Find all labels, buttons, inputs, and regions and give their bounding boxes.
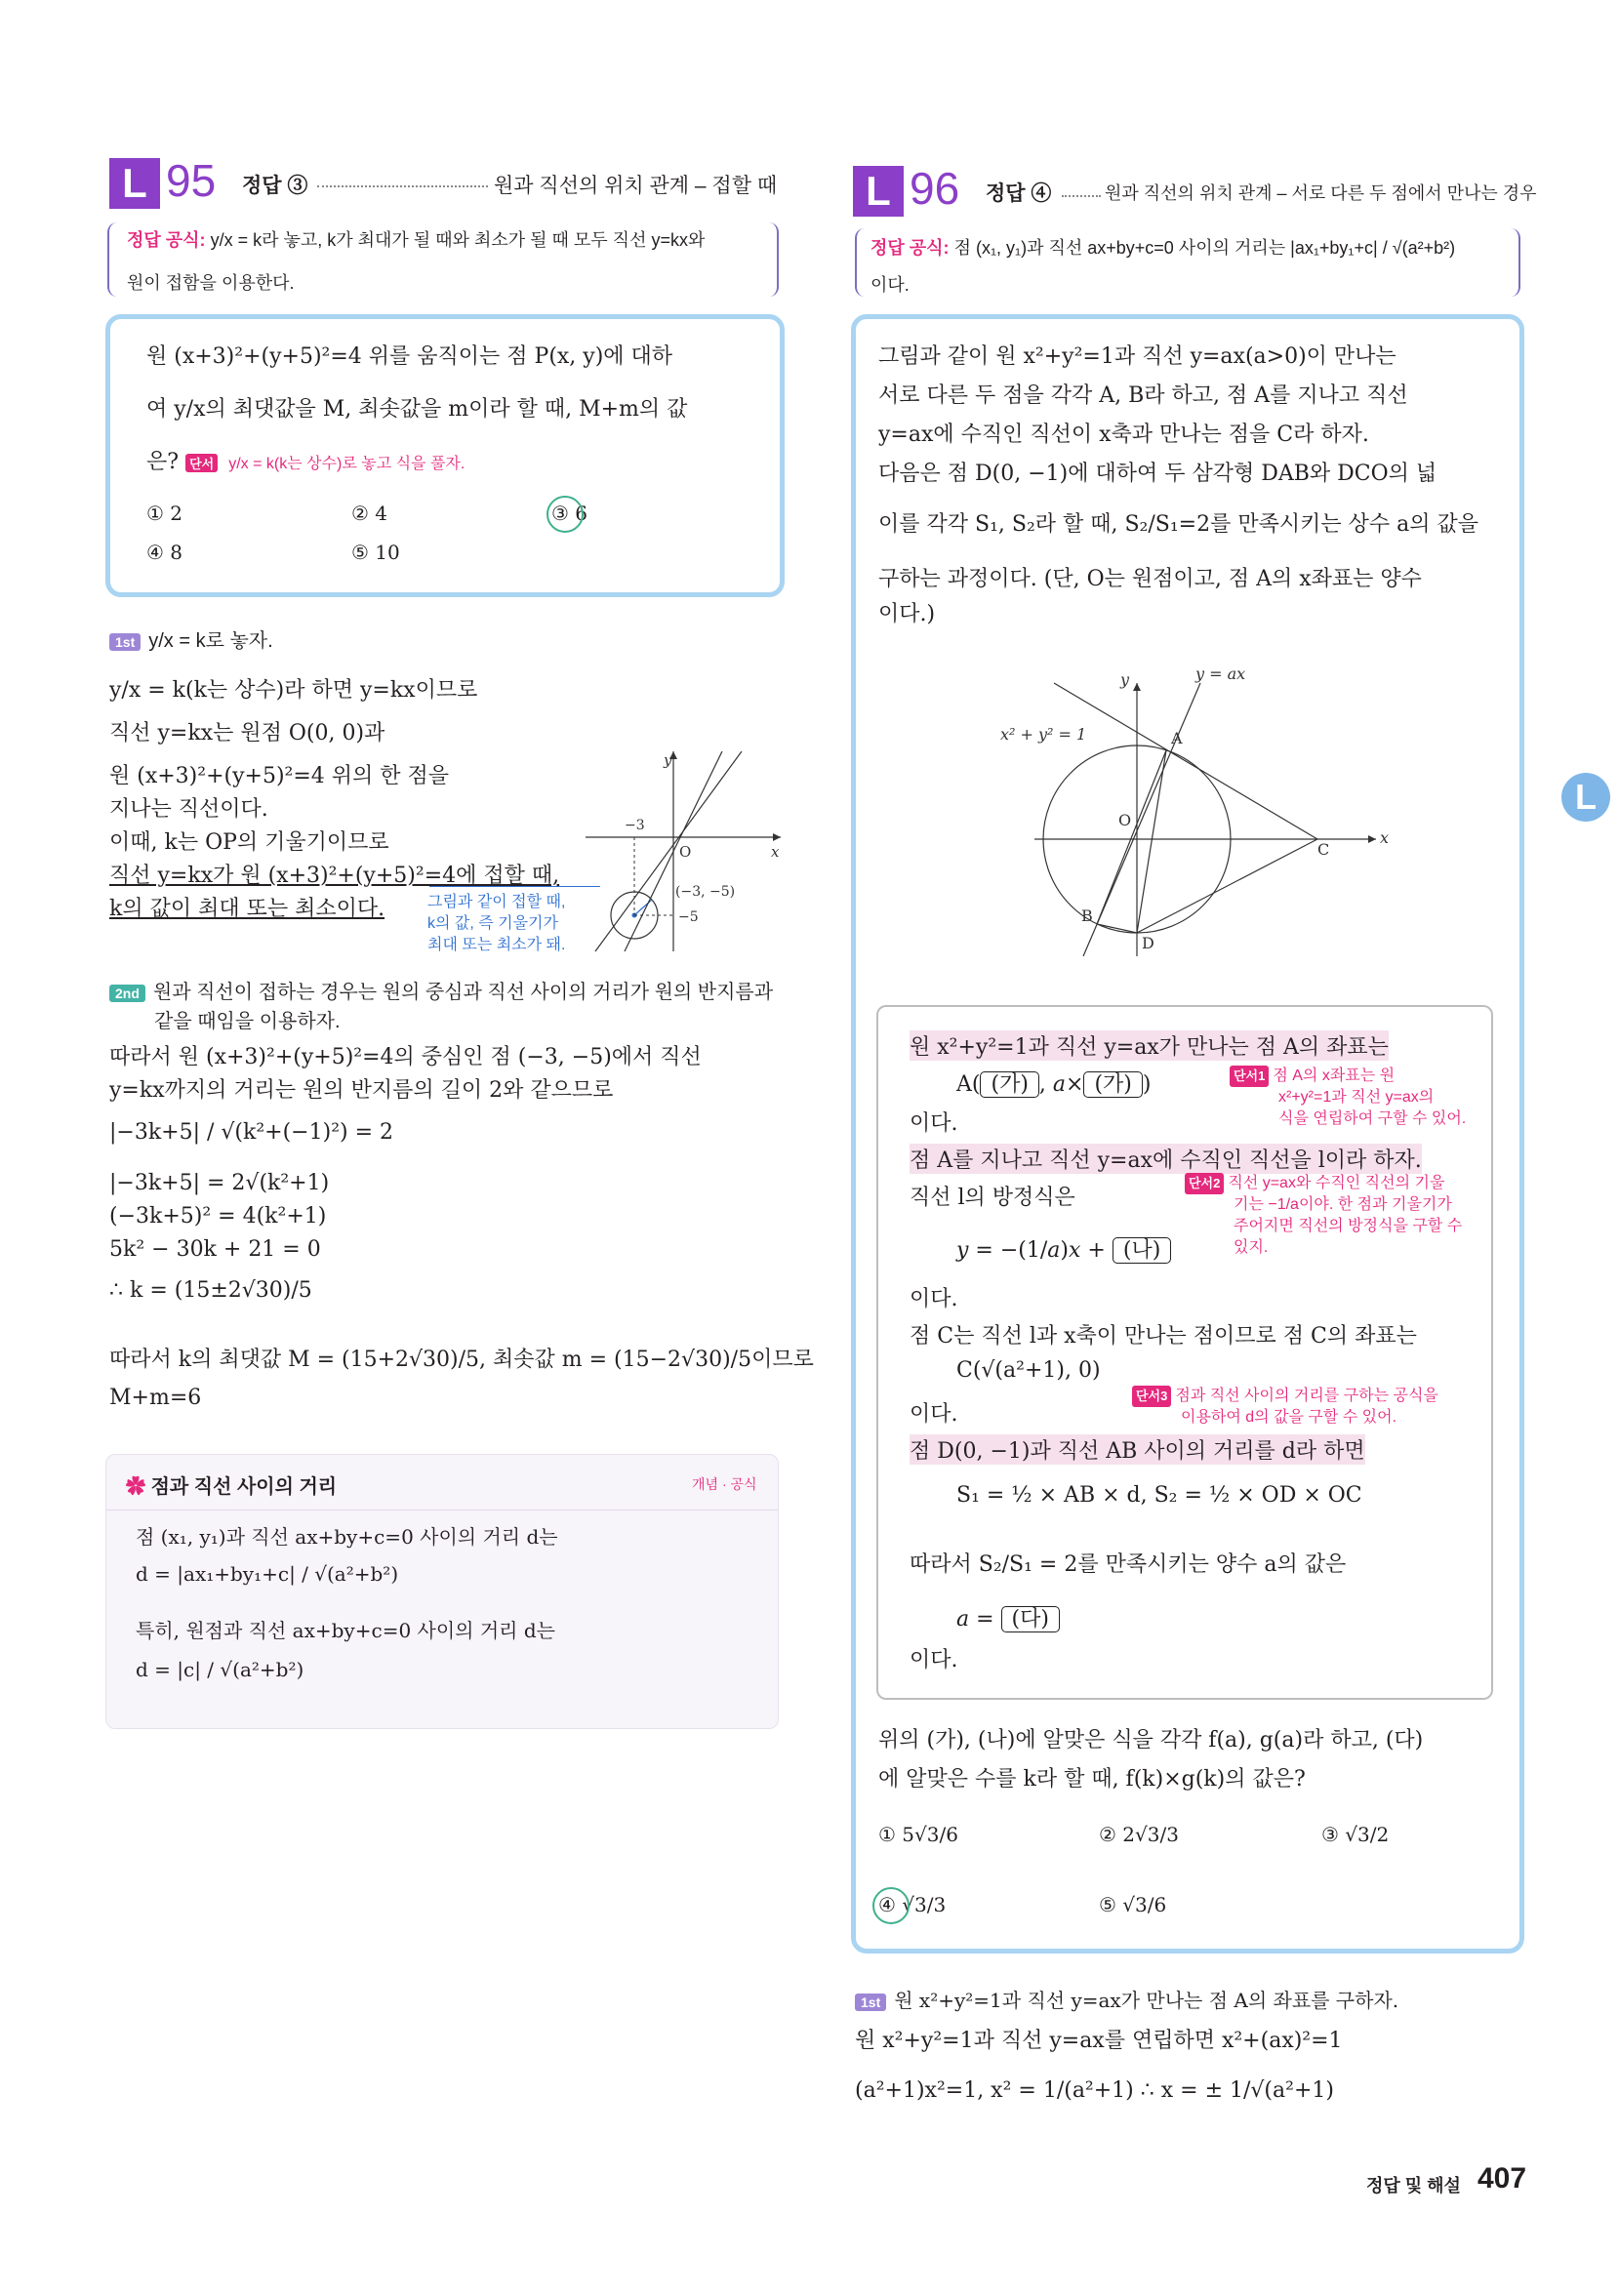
- page-number: 407: [1477, 2162, 1527, 2195]
- section-tab[interactable]: L: [1561, 773, 1610, 822]
- concept-line1: 점 (x₁, y₁)과 직선 ax+by+c=0 사이의 거리 d는: [136, 1525, 558, 1549]
- proc-line: 이다.: [910, 1402, 958, 1427]
- problem-96-number: 96: [910, 163, 960, 214]
- fig96-circle-label: x² + y² = 1: [1000, 725, 1087, 744]
- concept-line2: d = |ax₁+by₁+c| / √(a²+b²): [136, 1562, 399, 1586]
- choice-96-2[interactable]: ② 2√3/3: [1099, 1823, 1179, 1846]
- hint-1: 단서1 점 A의 x좌표는 원 x²+y²=1과 직선 y=ax의 식을 연립하여 구할 수 있어.: [1230, 1066, 1466, 1130]
- hint-3: 단서3 점과 직선 사이의 거리를 구하는 공식을 이용하여 d의 값을 구할 수 있어.: [1132, 1386, 1438, 1429]
- fig96-O: O: [1118, 811, 1132, 829]
- proc-line: A( (가) , a× (가) ): [956, 1072, 1152, 1097]
- proc-line: 이다.: [910, 1287, 958, 1311]
- s2-95-line: ∴ k = (15±2√30)/5: [109, 1278, 312, 1303]
- proc-line: 원 x²+y²=1과 직선 y=ax가 만나는 점 A의 좌표는: [910, 1030, 1389, 1061]
- graph-95-origin: O: [679, 843, 692, 861]
- fig96-B: B: [1081, 906, 1093, 925]
- concept-line3: 특히, 원점과 직선 ax+by+c=0 사이의 거리 d는: [136, 1619, 555, 1642]
- question-96-line1: 위의 (가), (나)에 알맞은 식을 각각 f(a), g(a)라 하고, (다): [878, 1728, 1424, 1752]
- graph-95-point: (−3, −5): [675, 884, 736, 900]
- step2-95-title2: 같을 때임을 이용하자.: [154, 1011, 341, 1032]
- answer-96: 정답 ④: [986, 182, 1052, 205]
- fig96-xlabel: x: [1380, 828, 1390, 847]
- problem-96-line: 구하는 과정이다. (단, O는 원점이고, 점 A의 x좌표는 양수: [878, 567, 1422, 591]
- formula-96-line2: 이다.: [870, 275, 910, 295]
- graph-95-ylabel: y: [664, 751, 672, 769]
- proc-line: 점 C는 직선 l과 x축이 만나는 점이므로 점 C의 좌표는: [910, 1324, 1417, 1349]
- s2-95-line: 따라서 k의 최댓값 M = (15+2√30)/5, 최솟값 m = (15−2√30)/5이므로: [109, 1348, 814, 1372]
- choice-95-3[interactable]: ③ 6: [551, 502, 588, 525]
- problem-95-badge: L: [109, 158, 160, 209]
- choice-96-4[interactable]: ④ √3/3: [878, 1893, 947, 1916]
- proc-line: 점 D(0, −1)과 직선 AB 사이의 거리를 d라 하면: [910, 1434, 1365, 1465]
- s2-95-line: |−3k+5| / √(k²+(−1)²) = 2: [109, 1120, 394, 1145]
- proc-line: S₁ = ½ × AB × d, S₂ = ½ × OD × OC: [956, 1483, 1362, 1508]
- concept-title: ✿ 점과 직선 사이의 거리: [126, 1476, 338, 1498]
- answer-95: 정답 ③: [242, 175, 308, 197]
- graph-note-95: 그림과 같이 접할 때, k의 값, 즉 기울기가 최대 또는 최소가 돼.: [427, 894, 566, 953]
- fig96-ylabel: y: [1120, 670, 1130, 689]
- footer-label: 정답 및 해설: [1366, 2176, 1461, 2195]
- topic-95: 원과 직선의 위치 관계 – 접할 때: [494, 175, 778, 197]
- formula-95-line2: 원이 접함을 이용한다.: [127, 273, 295, 293]
- fig96-A: A: [1171, 729, 1183, 747]
- s2-95-line: 5k² − 30k + 21 = 0: [109, 1237, 321, 1262]
- choice-96-1[interactable]: ① 5√3/6: [878, 1823, 958, 1846]
- problem-95-line3: 은? 단서 y/x = k(k는 상수)로 놓고 식을 풀자.: [146, 450, 465, 474]
- problem-96-line: 서로 다른 두 점을 각각 A, B라 하고, 점 A를 지나고 직선: [878, 383, 1408, 408]
- s2-95-line: 따라서 원 (x+3)²+(y+5)²=4의 중심인 점 (−3, −5)에서 직선: [109, 1045, 702, 1069]
- concept-box: [105, 1454, 779, 1729]
- s1-95-line: 직선 y=kx는 원점 O(0, 0)과: [109, 721, 385, 745]
- fig96-C: C: [1317, 840, 1330, 859]
- s1-95-line: 직선 y=kx가 원 (x+3)²+(y+5)²=4에 접할 때,: [109, 864, 560, 888]
- s1-95-line: y/x = k(k는 상수)라 하면 y=kx이므로: [109, 678, 478, 703]
- problem-96-line: 그림과 같이 원 x²+y²=1과 직선 y=ax(a>0)이 만나는: [878, 344, 1396, 369]
- formula-96-line1: 정답 공식: 점 (x₁, y₁)과 직선 ax+by+c=0 사이의 거리는 |ax₁+by₁+c| / √(a²+b²): [870, 238, 1456, 258]
- question-96-line2: 에 알맞은 수를 k라 할 때, f(k)×g(k)의 값은?: [878, 1767, 1306, 1792]
- figure-96: [986, 664, 1405, 956]
- fig96-line-label: y = ax: [1195, 665, 1246, 683]
- concept-tag: 개념 · 공식: [692, 1476, 757, 1492]
- graph-95-xlabel: x: [771, 843, 780, 861]
- s1-95-line: 원 (x+3)²+(y+5)²=4 위의 한 점을: [109, 764, 450, 788]
- problem-95-number: 95: [166, 155, 217, 206]
- note-connector: [429, 886, 600, 887]
- s1-96-line: 원 x²+y²=1과 직선 y=ax를 연립하면 x²+(ax)²=1: [855, 2029, 1343, 2053]
- step1-95-title: 1st y/x = k로 놓자.: [109, 624, 273, 653]
- topic-dots-96: [1062, 195, 1101, 197]
- choice-95-5[interactable]: ⑤ 10: [351, 541, 400, 564]
- hint-2: 단서2 직선 y=ax와 수직인 직선의 기울 기는 −1/a이야. 한 점과 기울기가 주어지면 직선의 방정식을 구할 수 있지.: [1185, 1173, 1462, 1259]
- step2-95-title: 2nd 원과 직선이 접하는 경우는 원의 중심과 직선 사이의 거리가 원의 반지름과: [109, 976, 773, 1004]
- proc-line: y = −(1/a)x + (나): [956, 1233, 1171, 1264]
- topic-96: 원과 직선의 위치 관계 – 서로 다른 두 점에서 만나는 경우: [1105, 183, 1537, 203]
- s2-95-line: M+m=6: [109, 1386, 202, 1410]
- s2-95-line: (−3k+5)² = 4(k²+1): [109, 1204, 327, 1229]
- choice-96-5[interactable]: ⑤ √3/6: [1099, 1893, 1167, 1916]
- fig96-D: D: [1142, 934, 1154, 952]
- problem-96-line: y=ax에 수직인 직선이 x축과 만나는 점을 C라 하자.: [878, 423, 1369, 447]
- proc-line: 점 A를 지나고 직선 y=ax에 수직인 직선을 l이라 하자.: [910, 1144, 1422, 1174]
- graph-95-m5: −5: [678, 909, 699, 925]
- graph-95: [586, 751, 790, 956]
- graph-95-m3: −3: [625, 818, 645, 833]
- topic-dots-95: [317, 185, 488, 187]
- concept-divider: [106, 1510, 778, 1511]
- choice-95-2[interactable]: ② 4: [351, 502, 388, 525]
- proc-line: 직선 l의 방정식은: [910, 1186, 1075, 1210]
- problem-95-line1: 원 (x+3)²+(y+5)²=4 위를 움직이는 점 P(x, y)에 대하: [146, 344, 673, 369]
- problem-96-line: 다음은 점 D(0, −1)에 대하여 두 삼각형 DAB와 DCO의 넓: [878, 462, 1437, 486]
- concept-line4: d = |c| / √(a²+b²): [136, 1658, 304, 1681]
- answer-circle-96: [872, 1887, 910, 1924]
- problem-96-line: 이를 각각 S₁, S₂라 할 때, S₂/S₁=2를 만족시키는 상수 a의 값을: [878, 512, 1478, 537]
- problem-96-badge: L: [853, 166, 904, 217]
- proc-line: 이다.: [910, 1648, 958, 1672]
- proc-line: C(√(a²+1), 0): [956, 1358, 1101, 1383]
- choice-95-1[interactable]: ① 2: [146, 502, 183, 525]
- choice-96-3[interactable]: ③ √3/2: [1321, 1823, 1390, 1846]
- proc-line: 따라서 S₂/S₁ = 2를 만족시키는 양수 a의 값은: [910, 1552, 1347, 1577]
- problem-96-line: 이다.): [878, 602, 936, 626]
- s1-95-line: 이때, k는 OP의 기울기이므로: [109, 830, 389, 855]
- s2-95-line: y=kx까지의 거리는 원의 반지름의 길이 2와 같으므로: [109, 1078, 614, 1103]
- answer-circle-95: [546, 496, 584, 533]
- s1-96-line: (a²+1)x²=1, x² = 1/(a²+1) ∴ x = ± 1/√(a²+1): [855, 2078, 1334, 2103]
- s2-95-line: |−3k+5| = 2√(k²+1): [109, 1171, 330, 1195]
- choice-95-4[interactable]: ④ 8: [146, 541, 183, 564]
- s1-95-line: k의 값이 최대 또는 최소이다.: [109, 897, 385, 921]
- step1-96-title: 1st 원 x²+y²=1과 직선 y=ax가 만나는 점 A의 좌표를 구하자.: [855, 1985, 1398, 2013]
- proc-line: 이다.: [910, 1111, 958, 1136]
- proc-line: a = (다): [956, 1602, 1060, 1632]
- s1-95-line: 지나는 직선이다.: [109, 797, 268, 822]
- problem-95-line2: 여 y/x의 최댓값을 M, 최솟값을 m이라 할 때, M+m의 값: [146, 397, 688, 422]
- formula-95-line1: 정답 공식: y/x = k라 놓고, k가 최대가 될 때와 최소가 될 때 모두 직선 y=kx와: [127, 230, 706, 250]
